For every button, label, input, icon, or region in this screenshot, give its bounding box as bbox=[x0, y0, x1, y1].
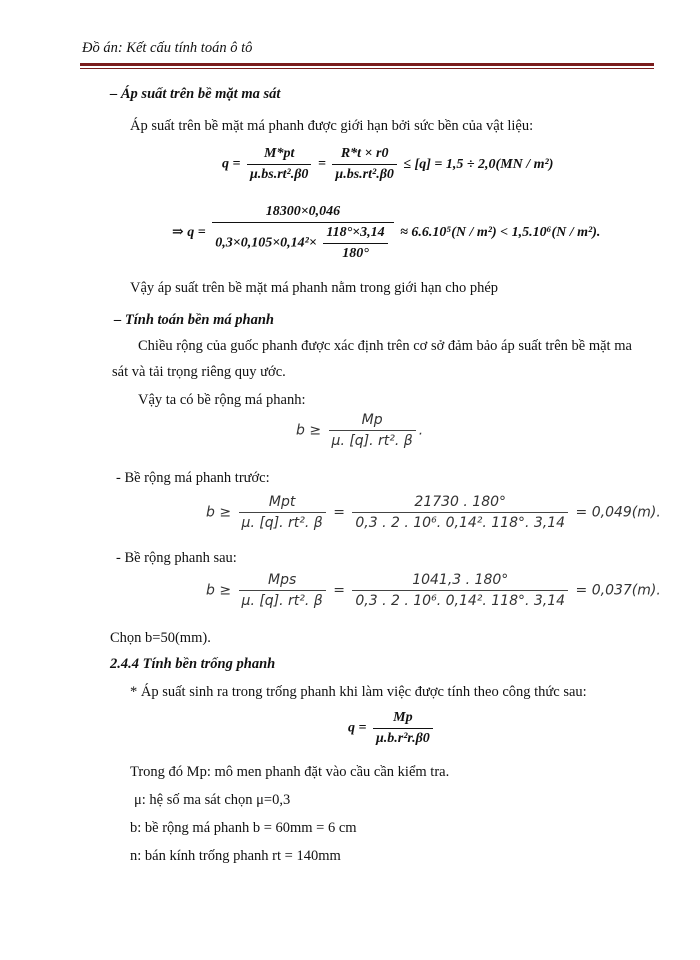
label-rear-width: - Bề rộng phanh sau: bbox=[116, 550, 237, 566]
eqf-fraction-2 bbox=[352, 494, 568, 531]
paragraph-where: Trong đó Mp: mô men phanh đặt vào cầu cần kiểm tra. bbox=[130, 764, 450, 780]
eq2-fraction bbox=[212, 204, 393, 262]
eq2-inner-numerator: 118°×3,14 bbox=[323, 225, 387, 244]
paragraph-mu: μ: hệ số ma sát chọn μ=0,3 bbox=[134, 792, 291, 808]
eqg-denominator: μ. [q]. rt². β bbox=[331, 433, 413, 449]
eqf-f2-numerator: 21730 . 180° bbox=[352, 494, 568, 513]
eq1-f1-numerator: M*pt bbox=[247, 146, 311, 165]
header-title: Đồ án: Kết cấu tính toán ô tô bbox=[82, 40, 253, 56]
eq2-numerator: 18300×0,046 bbox=[212, 204, 393, 223]
equation-width-rear bbox=[206, 572, 661, 609]
equation-pressure-limit bbox=[222, 146, 553, 183]
eqr-rhs: = 0,037(m). bbox=[575, 582, 661, 599]
eq2-inner-denominator: 180° bbox=[342, 246, 369, 261]
eq2-lhs: ⇒ q = bbox=[172, 225, 206, 241]
eq1-equals: = bbox=[317, 156, 326, 172]
eqr-f2-numerator: 1041,3 . 180° bbox=[352, 572, 568, 591]
eqf-rhs: = 0,049(m). bbox=[575, 504, 661, 521]
equation-width-general bbox=[296, 412, 423, 449]
eqf-fraction-1 bbox=[239, 494, 326, 531]
eq2-inner-fraction bbox=[323, 225, 387, 262]
header-rule-thin bbox=[80, 68, 654, 69]
eq1-rhs: ≤ [q] = 1,5 ÷ 2,0(MN / m²) bbox=[403, 156, 554, 172]
eqg-tail: . bbox=[418, 422, 424, 439]
eqr-f1-numerator: Mps bbox=[239, 572, 326, 591]
eqd-fraction bbox=[373, 710, 433, 747]
eq1-fraction-2 bbox=[332, 146, 396, 183]
paragraph-shoe-width-2: sát và tải trọng riêng quy ước. bbox=[112, 364, 286, 380]
section-heading-friction-pressure: – Áp suất trên bề mặt ma sát bbox=[110, 86, 281, 102]
eqr-fraction-1 bbox=[239, 572, 326, 609]
paragraph-choice: Chọn b=50(mm). bbox=[110, 630, 211, 646]
equation-width-front bbox=[206, 494, 661, 531]
paragraph-shoe-width-1: Chiều rộng của guốc phanh được xác định trên cơ sở đảm bảo áp suất trên bề mặt ma bbox=[138, 338, 632, 354]
label-front-width: - Bề rộng má phanh trước: bbox=[116, 470, 270, 486]
paragraph-n: n: bán kính trống phanh rt = 140mm bbox=[130, 848, 341, 864]
paragraph-intro: Áp suất trên bề mặt má phanh được giới hạn bởi sức bền của vật liệu: bbox=[130, 118, 534, 134]
eqr-f2-denominator: 0,3 . 2 . 10⁶. 0,14². 118°. 3,14 bbox=[355, 593, 566, 609]
eqg-lhs: b ≥ bbox=[296, 422, 322, 439]
eqr-lhs: b ≥ bbox=[206, 582, 232, 599]
eqd-denominator: μ.b.r²r.β0 bbox=[375, 731, 430, 746]
eq1-fraction-1 bbox=[247, 146, 311, 183]
eqg-numerator: Mp bbox=[329, 412, 416, 431]
equation-drum-pressure bbox=[348, 710, 436, 747]
eq2-den-left: 0,3×0,105×0,14²× bbox=[215, 235, 317, 251]
eqr-f1-denominator: μ. [q]. rt². β bbox=[241, 593, 323, 609]
header-rule-thick bbox=[80, 63, 654, 66]
eqf-f1-numerator: Mpt bbox=[239, 494, 326, 513]
eqf-f1-denominator: μ. [q]. rt². β bbox=[241, 515, 323, 531]
paragraph-conclusion: Vậy áp suất trên bề mặt má phanh nằm trong giới hạn cho phép bbox=[130, 280, 499, 296]
eqf-equals: = bbox=[333, 504, 345, 521]
eqr-equals: = bbox=[333, 582, 345, 599]
eq1-f2-numerator: R*t × r0 bbox=[332, 146, 396, 165]
eq2-rhs: ≈ 6.6.10⁵(N / m²) < 1,5.10⁶(N / m²). bbox=[400, 225, 601, 240]
paragraph-width-intro: Vậy ta có bề rộng má phanh: bbox=[138, 392, 306, 408]
eqd-numerator: Mp bbox=[373, 710, 433, 729]
equation-pressure-calc bbox=[172, 204, 600, 262]
eq1-lhs: q = bbox=[222, 156, 241, 172]
eqg-fraction bbox=[329, 412, 416, 449]
eqd-lhs: q = bbox=[348, 720, 367, 736]
section-heading-drum-strength: 2.4.4 Tính bền trống phanh bbox=[110, 656, 276, 672]
paragraph-drum-intro: * Áp suất sinh ra trong trống phanh khi làm việc được tính theo công thức sau: bbox=[130, 684, 587, 700]
paragraph-b: b: bề rộng má phanh b = 60mm = 6 cm bbox=[130, 820, 357, 836]
eqf-f2-denominator: 0,3 . 2 . 10⁶. 0,14². 118°. 3,14 bbox=[355, 515, 566, 531]
eq1-f1-denominator: μ.bs.rt².β0 bbox=[249, 167, 309, 182]
eqf-lhs: b ≥ bbox=[206, 504, 232, 521]
eq2-denominator bbox=[212, 223, 393, 262]
eqr-fraction-2 bbox=[352, 572, 568, 609]
eq1-f2-denominator: μ.bs.rt².β0 bbox=[335, 167, 394, 182]
section-heading-lining-strength: – Tính toán bền má phanh bbox=[114, 312, 274, 328]
